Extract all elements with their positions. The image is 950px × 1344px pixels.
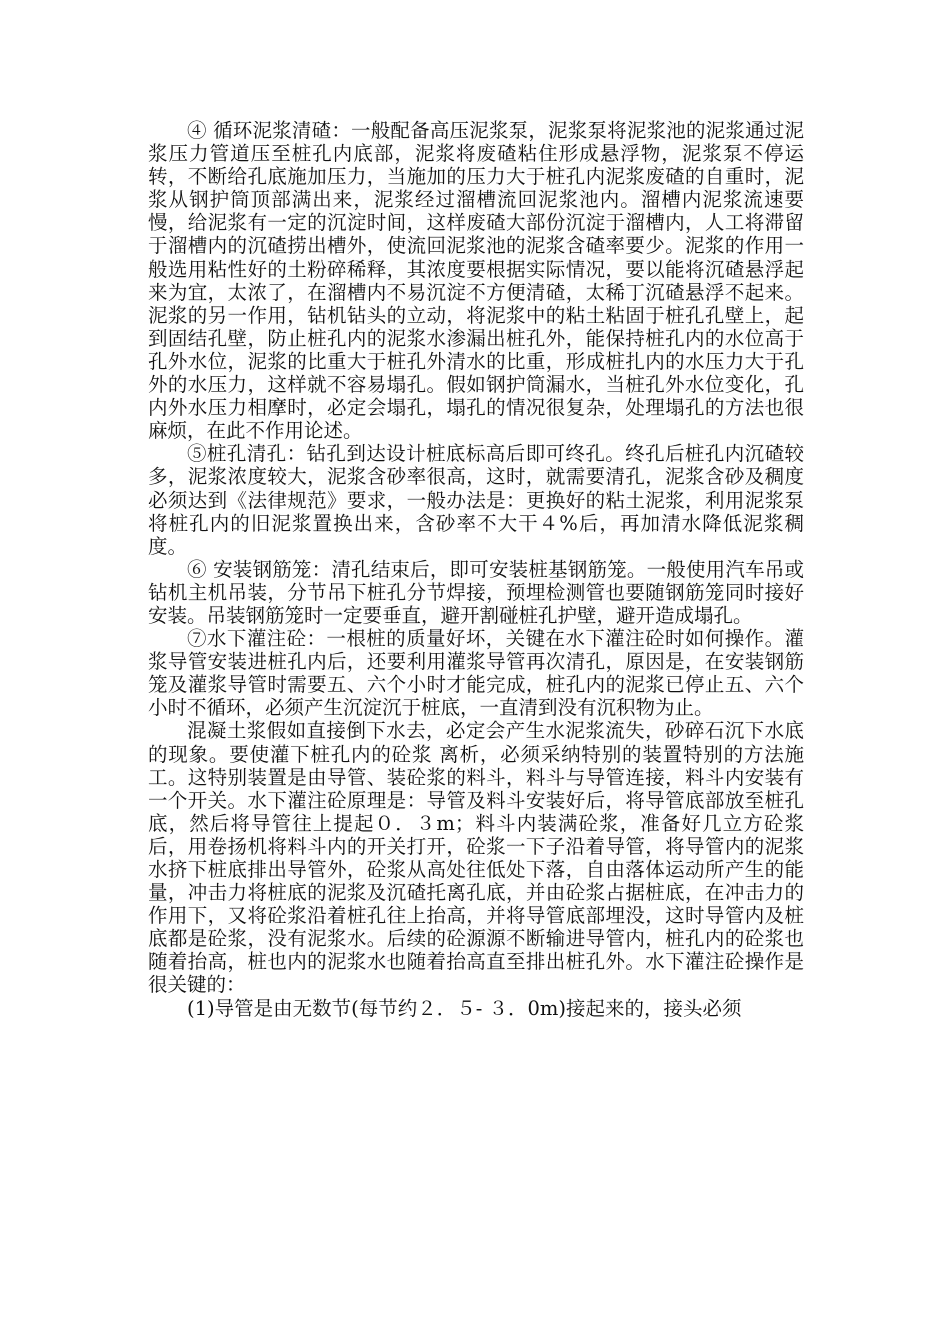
paragraph-concrete-principle: 混凝土浆假如直接倒下水去，必定会产生水泥浆流失，砂碎石沉下水底的现象。要使灌下桩孔内的砼浆 离析，必须采纳特别的装置特别的方法施工。这特别装置是由导管、装砼浆的料斗，料斗与导管连接，料斗内安装有一个开关。水下灌注砼原理是：导管及料斗安装好后，将导管底部放至桩孔底，然后将导管往上提起０．３m；料斗内装满砼浆，准备好几立方砼浆后，用卷扬机将料斗内的开关打开，砼浆一下子沿着导管，将导管内的泥浆水挤下桩底排出导管外，砼浆从高处往低处下落，自由落体运动所产生的能量，冲击力将桩底的泥浆及沉碴托离孔底，并由砼浆占据桩底，在冲击力的作用下，又将砼浆沿着桩孔往上抬高，并将导管底部埋没，这时导管内及桩底都是砼浆，没有泥浆水。后续的砼源源不断输进导管内，桩孔内的砼浆也随着抬高，桩也内的泥浆水也随着抬高直至排出桩孔外。水下灌注砼操作是很关键的： (148, 719, 804, 997)
paragraph-hole-cleaning: ⑤桩孔清孔：钻孔到达设计桩底标高后即可终孔。终孔后桩孔内沉碴较多，泥浆浓度较大，泥浆含砂率很高，这时，就需要清孔，泥浆含砂及稠度必须达到《法律规范》要求，一般办法是：更换好的粘土泥浆，利用泥浆泵将桩孔内的旧泥浆置换出来，含砂率不大干４%后，再加清水降低泥浆稠度。 (148, 442, 804, 558)
paragraph-circulating-mud: ④ 循环泥浆清碴：一般配备高压泥浆泵，泥浆泵将泥浆池的泥浆通过泥浆压力管道压至桩孔内底部，泥浆将废碴粘住形成悬浮物，泥浆泵不停运转，不断给孔底施加压力，当施加的压力大于桩孔内泥浆废碴的自重时，泥浆从钢护筒顶部满出来，泥浆经过溜槽流回泥浆池内。溜槽内泥浆流速要慢，给泥浆有一定的沉淀时间，这样废碴大部份沉淀于溜槽内，人工将滞留于溜槽内的沉碴捞出槽外，使流回泥浆池的泥浆含碴率要少。泥浆的作用一般选用粘性好的土粉碎稀释，其浓度要根据实际情况，要以能将沉碴悬浮起来为宜，太浓了，在溜槽内不易沉淀不方便清碴，太稀丁沉碴悬浮不起来。泥浆的另一作用，钻机钻头的立动，将泥浆中的粘土粘固于桩孔孔壁上，起到固结孔壁，防止桩孔内的泥浆水渗漏出桩孔外，能保持桩孔内的水位高于孔外水位，泥浆的比重大于桩孔外清水的比重，形成桩扎内的水压力大于孔外的水压力，这样就不容易塌孔。假如钢护筒漏水，当桩孔外水位变化，孔内外水压力相摩时，必定会塌孔，塌孔的情况很复杂，处理塌孔的方法也很麻烦，在此不作用论述。 (148, 119, 804, 443)
paragraph-underwater-pouring: ⑦水下灌注砼：一根桩的质量好坏，关键在水下灌注砼时如何操作。灌浆导管安装进桩孔内后，还要利用灌浆导管再次清孔，原因是，在安装钢筋笼及灌浆导管时需要五、六个小时才能完成，桩孔内的泥浆已停止五、六个小时不循环，必须产生沉淀沉于桩底，一直清到没有沉积物为止。 (148, 627, 804, 720)
document-page (148, 119, 804, 1020)
paragraph-rebar-cage: ⑥ 安装钢筋笼：清孔结束后，即可安装桩基钢筋笼。一般使用汽车吊或钻机主机吊装，分节吊下桩孔分节焊接，预埋检测管也要随钢筋笼同时接好安装。吊装钢筋笼时一定要垂直，避开割碰桩孔护壁，避开造成塌孔。 (148, 557, 804, 627)
paragraph-conduit-note: (1)导管是由无数节(每节约２．５- ３．0m)接起来的，接头必须 (187, 996, 742, 1020)
